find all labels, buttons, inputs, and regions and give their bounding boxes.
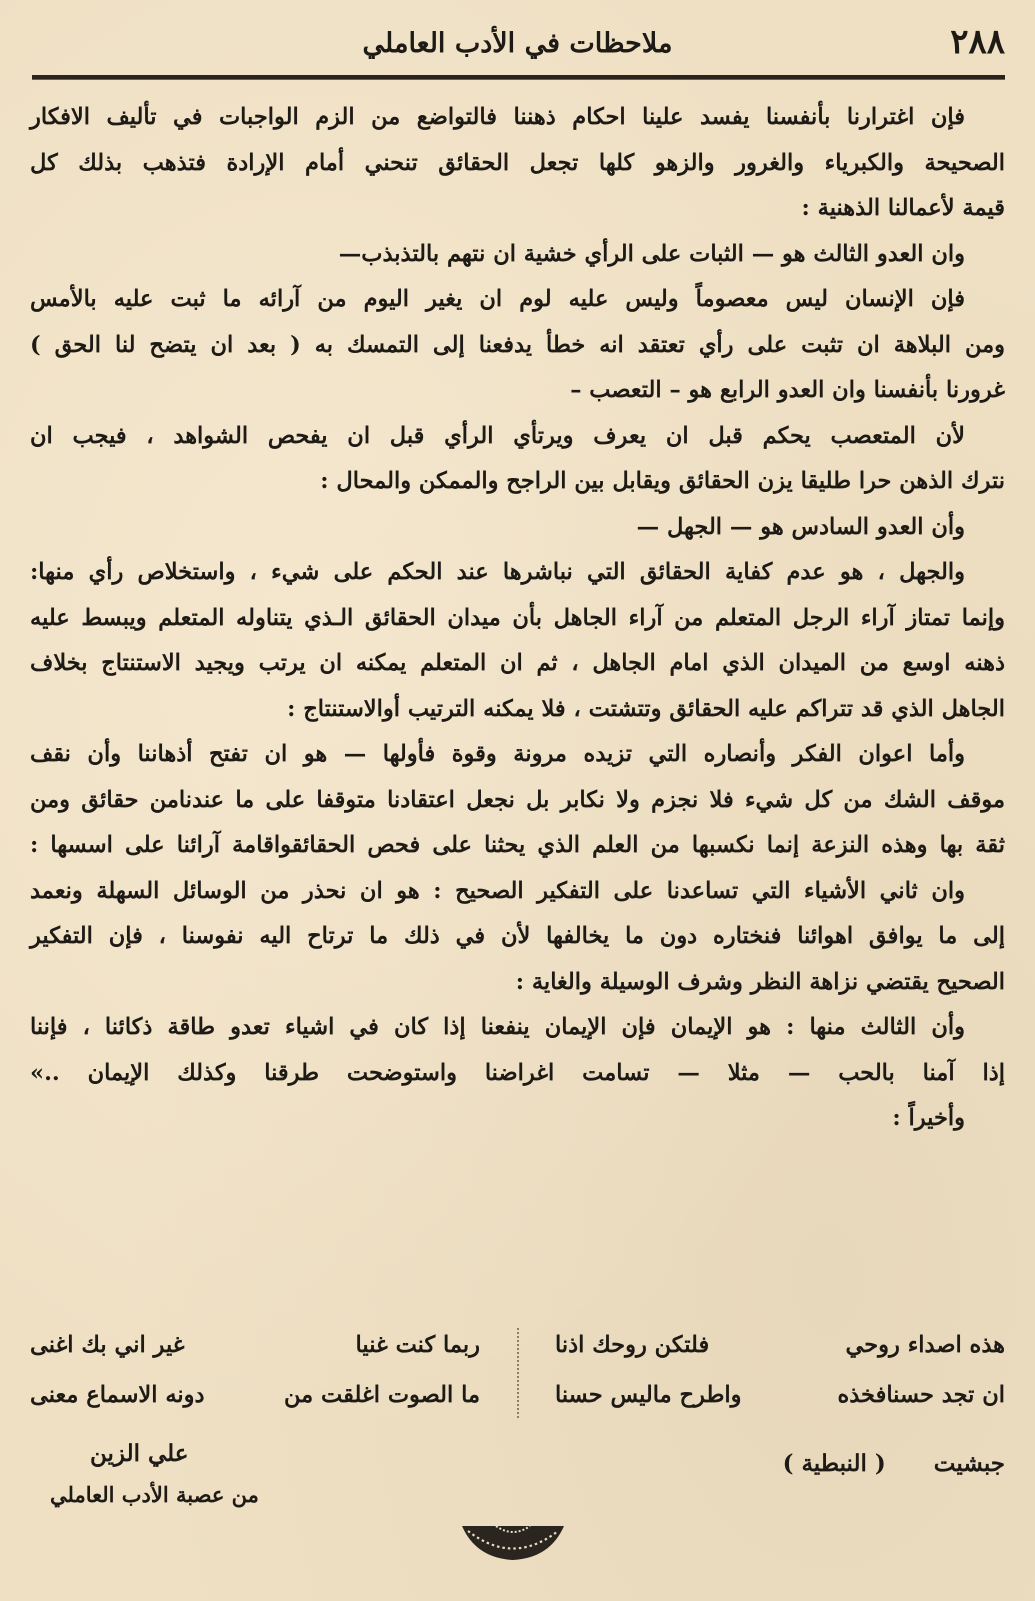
text-line: غرورنا بأنفسنا وان العدو الرابع هو – التعصب – bbox=[570, 377, 1005, 403]
page-header bbox=[30, 18, 1005, 68]
poem-right-hemistichs bbox=[555, 1320, 1005, 1420]
text-line: إلى ما يوافق اهوائنا فنختاره دون ما يخالفها لأن في ذلك ما ترتاح اليه نفوسنا ، فإن التفكير bbox=[30, 923, 1005, 949]
hemistich: دونه الاسماع معنى bbox=[30, 1382, 205, 1408]
book-page bbox=[30, 0, 1005, 1601]
text-line: وان ثاني الأشياء التي تساعدنا على التفكير الصحيح : هو ان نحذر من الوسائل السهلة ونعمد bbox=[30, 877, 965, 904]
hemistich: واطرح ماليس حسنا bbox=[555, 1382, 742, 1408]
text-line: وان العدو الثالث هو — الثبات على الرأي خشية ان نتهم بالتذبذب— bbox=[338, 240, 965, 267]
poem-line bbox=[555, 1370, 1005, 1420]
hemistich: فلتكن روحك اذنا bbox=[555, 1332, 710, 1358]
text-line: إذا آمنا بالحب — مثلا — تسامت اغراضنا واستوضحت طرقنا وكذلك الإيمان ..» bbox=[30, 1059, 1005, 1086]
fan-ornament-icon bbox=[458, 1522, 568, 1562]
poem-line bbox=[30, 1370, 480, 1420]
text-line: وأما اعوان الفكر وأنصاره التي تزيده مرونة وقوة فأولها — هو ان تفتح أذهاننا وأن نقف bbox=[30, 741, 965, 767]
place-note: ( النبطية ) bbox=[782, 1450, 886, 1477]
text-line: فإن الإنسان ليس معصوماً وليس عليه لوم ان يغير اليوم من آرائه ما ثبت عليه بالأمس bbox=[30, 286, 965, 312]
text-line: الجاهل الذي قد تتراكم عليه الحقائق وتتشتت ، فلا يمكنه الترتيب أوالاستنتاج : bbox=[287, 695, 1005, 722]
body-text bbox=[30, 95, 1005, 1142]
text-line: لأن المتعصب يحكم قبل ان يعرف ويرتأي الرأي قبل ان يفحص الشواهد ، فيجب ان bbox=[30, 422, 965, 449]
text-line: ذهنه اوسع من الميدان الذي امام الجاهل ، ثم ان المتعلم يمكنه ان يرتب ويجيد الاستنتاج بخلاف bbox=[30, 650, 1005, 676]
place-name: جبشيت bbox=[933, 1450, 1005, 1477]
author-name: علي الزين bbox=[90, 1440, 189, 1467]
text-line: قيمة لأعمالنا الذهنية : bbox=[801, 195, 1005, 221]
page-number: ٢٨٨ bbox=[950, 22, 1005, 62]
signature-place bbox=[743, 1450, 1005, 1477]
text-line: والجهل ، هو عدم كفاية الحقائق التي نباشرها عند الحكم على شيء ، واستخلاص رأي منها: bbox=[30, 559, 965, 585]
running-title: ملاحظات في الأدب العاملي bbox=[362, 28, 673, 59]
text-line: وأن العدو السادس هو — الجهل — bbox=[636, 513, 965, 540]
poem-line bbox=[30, 1320, 480, 1370]
poem-line bbox=[555, 1320, 1005, 1370]
text-line: نترك الذهن حرا طليقا يزن الحقائق ويقابل بين الراجح والممكن والمحال : bbox=[320, 468, 1005, 494]
text-line: فإن اغترارنا بأنفسنا يفسد علينا احكام ذهننا فالتواضع من الزم الواجبات في تأليف الافكار bbox=[30, 104, 965, 130]
text-line: وأن الثالث منها : هو الإيمان فإن الإيمان ينفعنا إذا كان في اشياء تعدو طاقة ذكائنا ، فإننا bbox=[30, 1014, 965, 1040]
text-line: ثقة بها وهذه النزعة إنما نكسبها من العلم الذي يحثنا على فحص الحقائقواقامة آرائنا على اسسها : bbox=[30, 832, 1005, 858]
hemistich: ان تجد حسنافخذه bbox=[837, 1382, 1005, 1408]
text-line: ومن البلاهة ان تثبت على رأي تعتقد انه خطأ يدفعنا إلى التمسك به ( بعد ان يتضح لنا الحق ) bbox=[30, 331, 1005, 358]
text-line: الصحيحة والكبرياء والغرور والزهو كلها تجعل الحقائق تنحني أمام الإرادة فتذهب بذلك كل bbox=[30, 149, 1005, 176]
hemistich: ما الصوت اغلقت من bbox=[284, 1382, 480, 1408]
hemistich: غير اني بك اغنى bbox=[30, 1332, 185, 1358]
hemistich: هذه اصداء روحي bbox=[845, 1332, 1005, 1358]
text-line: وأخيراً : bbox=[892, 1105, 965, 1131]
poem-left-hemistichs bbox=[30, 1320, 480, 1420]
text-line: موقف الشك من كل شيء فلا نجزم ولا نكابر بل نجعل اعتقادنا متوقفا على ما عندنامن حقائق ومن bbox=[30, 786, 1005, 813]
poem bbox=[30, 1320, 1005, 1420]
poem-divider bbox=[517, 1328, 519, 1418]
text-line: وإنما تمتاز آراء الرجل المتعلم من آراء الجاهل بأن ميدان الحقائق الـذي يتناوله المتعلم ويبسط عليه bbox=[30, 604, 1005, 631]
hemistich: ربما كنت غنيا bbox=[355, 1332, 480, 1358]
header-rule bbox=[32, 75, 1005, 80]
text-line: الصحيح يقتضي نزاهة النظر وشرف الوسيلة والغاية : bbox=[515, 968, 1005, 995]
author-affiliation: من عصبة الأدب العاملي bbox=[50, 1482, 259, 1507]
